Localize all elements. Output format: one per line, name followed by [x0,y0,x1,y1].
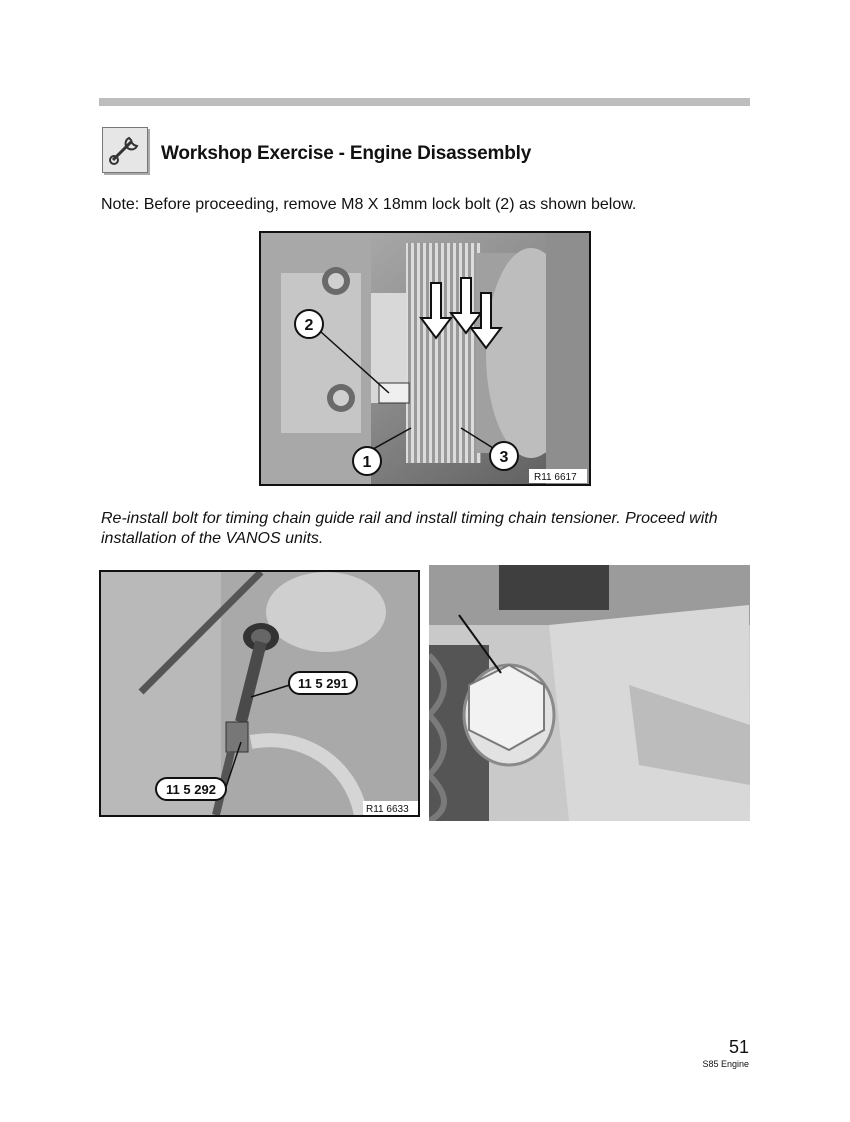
page-title: Workshop Exercise - Engine Disassembly [161,143,532,164]
figure2-ref: R11 6633 [366,804,409,815]
wrench-icon [102,127,148,173]
svg-text:11 5 291: 11 5 291 [298,676,348,691]
figure1-ref: R11 6617 [534,472,577,483]
footer-subtitle: S85 Engine [702,1059,749,1069]
tool-label-11-5-291 [289,672,357,694]
svg-text:3: 3 [499,449,509,466]
tool-label-11-5-292 [156,778,226,800]
caption-text: Re-install bolt for timing chain guide rail and install timing chain tensioner. Proceed with installation of the VANOS units. [101,510,718,547]
lock-bolt-photo [429,565,750,821]
header-rule [99,98,750,106]
svg-text:11 5 292: 11 5 292 [166,782,216,797]
timing-gear-photo [259,231,591,486]
page-number: 51 [728,1037,749,1057]
special-tool-photo [99,570,420,817]
callout-3 [490,442,518,470]
callout-1 [353,447,381,475]
svg-text:1: 1 [362,454,372,471]
note-text: Note: Before proceeding, remove M8 X 18mm lock bolt (2) as shown below. [101,196,637,213]
svg-text:2: 2 [304,317,314,334]
callout-2 [295,310,323,338]
